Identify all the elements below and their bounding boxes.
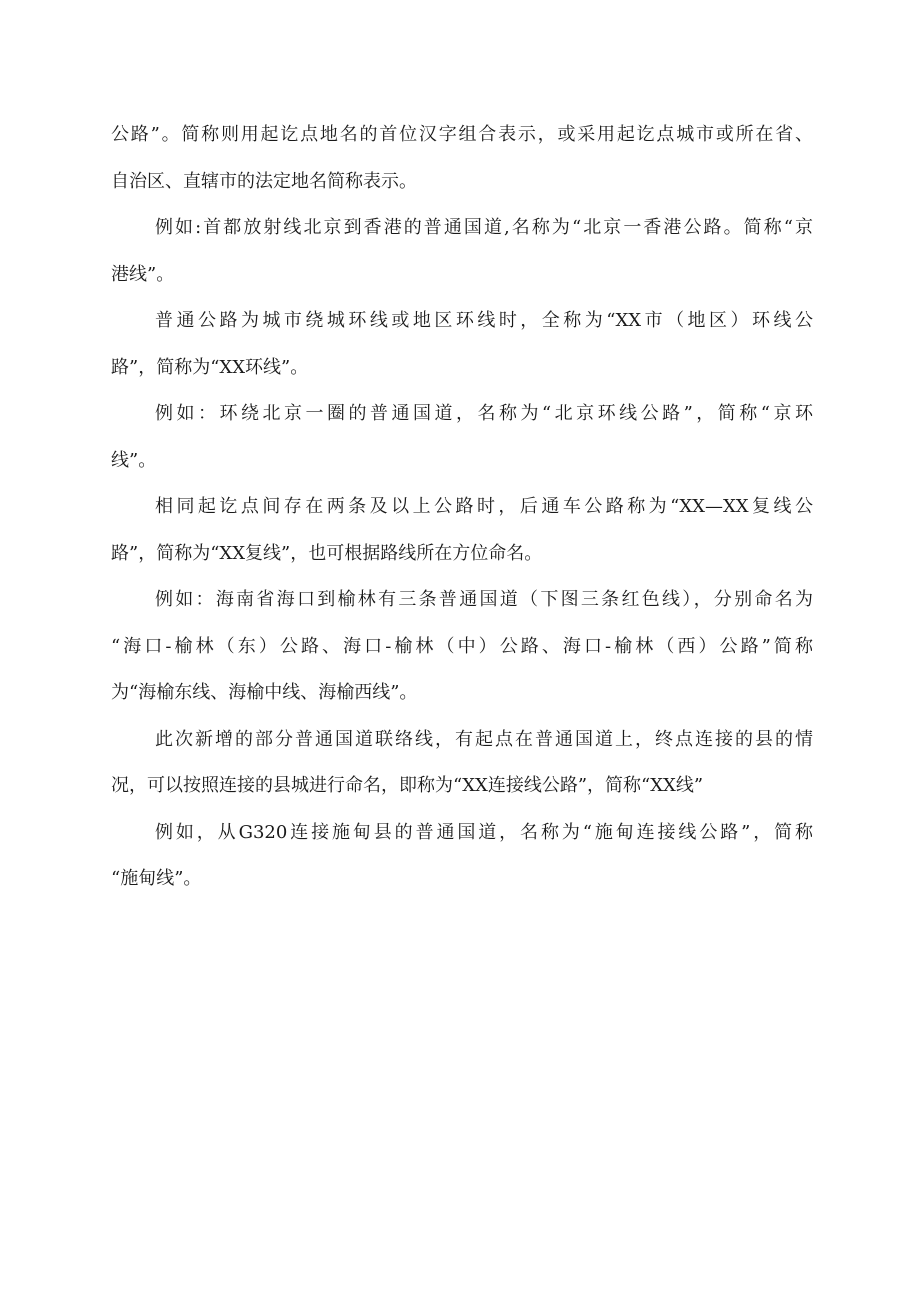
text-line: 况，可以按照连接的县城进行命名，即称为“XX连接线公路”，简称“XX线” [111, 775, 704, 796]
text-line: 自治区、直辖市的法定地名简称表示。 [111, 170, 417, 192]
paragraph [111, 717, 813, 810]
paragraph [111, 484, 813, 577]
text-line: “施甸线”。 [111, 868, 202, 889]
paragraph [111, 298, 813, 391]
paragraph [111, 112, 813, 205]
text-line: 港线”。 [111, 263, 175, 285]
text-line: 例如：海南省海口到榆林有三条普通国道（下图三条红色线），分别命名为 [155, 589, 813, 610]
body-text [111, 112, 813, 903]
paragraph [111, 577, 813, 717]
text-line: 路”，简称为“XX环线”。 [111, 356, 309, 378]
text-line: 此次新增的部分普通国道联络线，有起点在普通国道上，终点连接的县的情 [155, 728, 813, 750]
paragraph [111, 205, 813, 298]
text-line: 为“海榆东线、海榆中线、海榆西线”。 [111, 682, 418, 703]
text-line: 例如，从G320连接施甸县的普通国道，名称为“施甸连接线公路”，简称 [155, 821, 813, 843]
text-line: 普通公路为城市绕城环线或地区环线时，全称为“XX市（地区）环线公 [155, 310, 813, 331]
paragraph [111, 810, 813, 903]
paragraph [111, 391, 813, 484]
text-line: 公路”。简称则用起讫点地名的首位汉字组合表示，或采用起讫点城市或所在省、 [111, 124, 813, 145]
text-line: 相同起讫点间存在两条及以上公路时，后通车公路称为“XX—XX复线公 [155, 496, 813, 517]
text-line: 例如:首都放射线北京到香港的普通国道,名称为“北京一香港公路。简称“京 [155, 217, 813, 238]
text-line: 路”，简称为“XX复线”，也可根据路线所在方位命名。 [111, 542, 543, 564]
text-line: 例如：环绕北京一圈的普通国道，名称为“北京环线公路”，简称“京环 [155, 403, 813, 424]
text-line: 线”。 [111, 449, 157, 471]
text-line: “海口-榆林（东）公路、海口-榆林（中）公路、海口-榆林（西）公路”简称 [111, 635, 813, 657]
